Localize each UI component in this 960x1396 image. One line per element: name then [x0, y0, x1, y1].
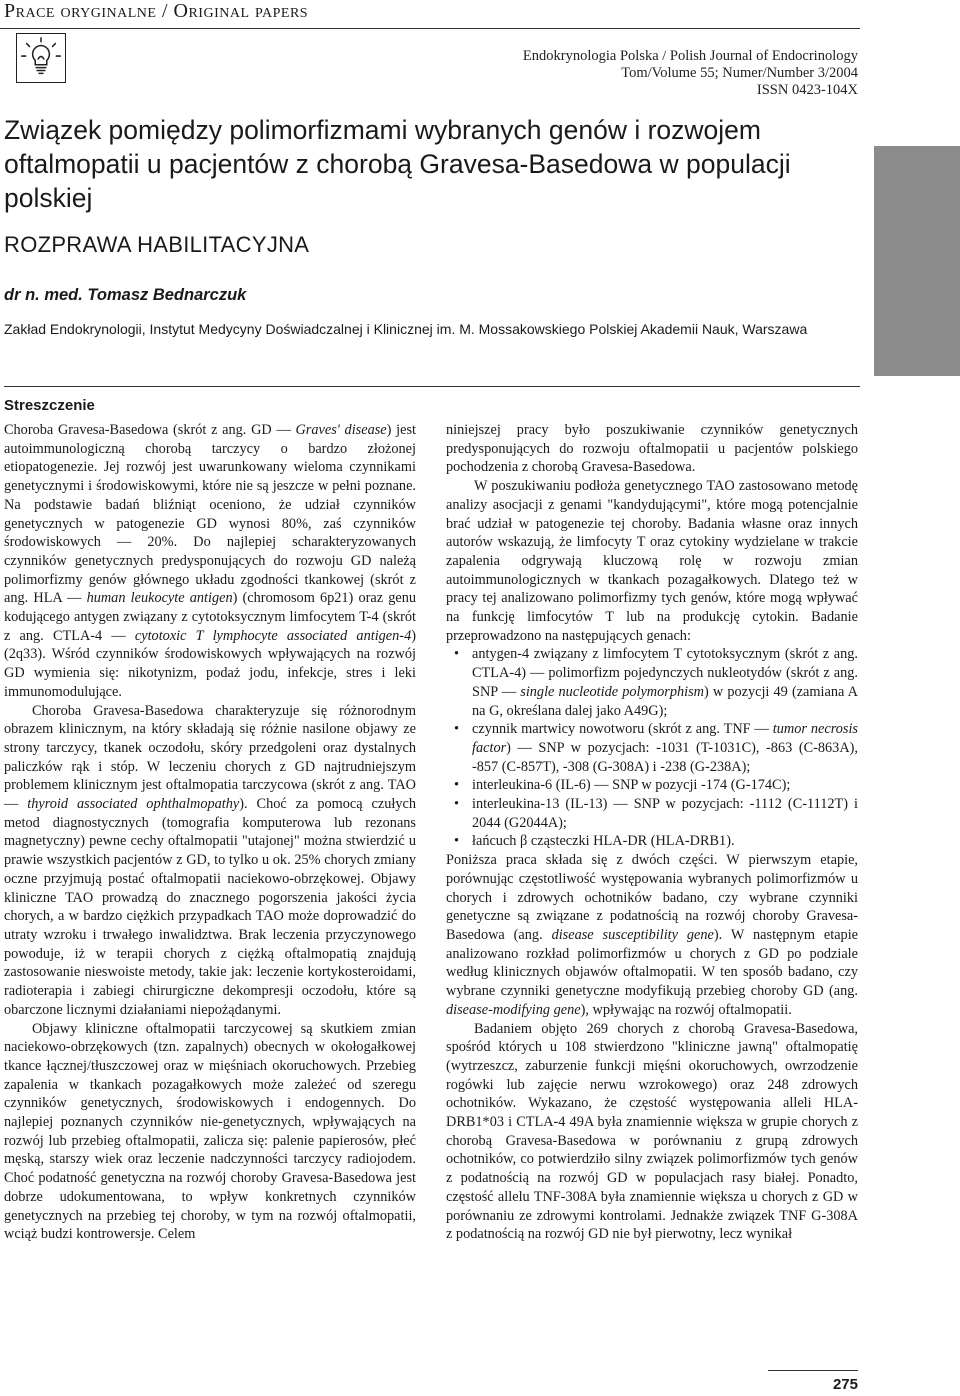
page-number: 275: [832, 1376, 858, 1393]
journal-name: Endokrynologia Polska / Polish Journal of Endocrinology: [522, 48, 858, 64]
right-column: [446, 421, 858, 1244]
footer-divider: [768, 1370, 858, 1371]
article-title: Związek pomiędzy polimorfizmami wybranych genów i rozwojem oftalmopatii u pacjentów z chorobą Gravesa-Basedowa w populacji polskiej: [4, 115, 791, 213]
list-item: • interleukina-6 (IL-6) — SNP w pozycji -174 (G-174C);: [472, 776, 858, 795]
side-tab-marker: [874, 146, 960, 376]
paragraph: Poniższa praca składa się z dwóch części. W pierwszym etapie, porównując częstotliwość występowania wybranych polimorfizmów u chorych i zdrowych ochotników badano, czy wybrane czynniki genetyczne są związane z podatnością na rozwój choroby Gravesa-Basedowa (ang. disease susceptibility gene). W następnym etapie analizowano rozkład polimorfizmów u chorych z GD po podziale według klinicznych objawów oftalmopatii. W ten sposób badano, czy wybrane czynniki genetyczne modyfikują przebieg choroby GD (ang. disease-modifying gene), wpływając na rozwój oftalmopatii.: [446, 852, 859, 1018]
paragraph: W poszukiwaniu podłoża genetycznego TAO zastosowano metodę analizy asocjacji z genami "kandydującymi", które mogą potencjalnie brać udział w patogenezie tej choroby. Badania własne oraz innych autorów wskazują, że limfocyty T oraz cytokiny wydzielane w trakcie zapalenia odgrywają kluczową rolę w rozwoju zmian autoimmunologicznych w tkankach pozagałkowych. Dlatego też w pracy tej analizowano polimorfizmy tych genów, które mogą wpływać na funkcję limfocytów T lub na produkcję cytokin. Badanie przeprowadzono na następujących genach:: [446, 478, 858, 644]
gene-list: [446, 645, 858, 851]
header-divider: [0, 28, 860, 29]
list-item: • interleukina-13 (IL-13) — SNP w pozycjach: -1112 (C-1112T) i 2044 (G2044A);: [472, 795, 858, 832]
section-header-label: Prace oryginalne / Original papers: [4, 0, 309, 22]
author-affiliation: Zakład Endokrynologii, Instytut Medycyny Doświadczalnej i Klinicznej im. M. Mossakowskiego Polskiej Akademii Nauk, Warszawa: [4, 321, 808, 337]
left-column: [4, 421, 416, 1244]
paragraph: Choroba Gravesa-Basedowa (skrót z ang. GD — Graves' disease) jest autoimmunologiczną chorobą tarczycy o bardzo złożonej etiopatogenezie. Jej rozwój jest uwarunkowany wieloma czynnikami genetycznymi i środowiskowymi, które nie są jeszcze w pełni poznane. Na podstawie badań bliźniąt oceniono, że udział czynników genetycznych w patogenezie GD wynosi 80%, zaś czynników środowiskowych — 20%. Do najlepiej scharakteryzowanych czynników genetycznych predysponujących do rozwoju GD należą polimorfizmy genów głównego układu zgodności tkankowej (skrót z ang. HLA — human leukocyte antigen) (chromosom 6p21) oraz genu kodującego antygen związany z cytotoksycznym limfocytem T-4 (skrót z ang. CTLA-4 — cytotoxic T lymphocyte associated antigen-4) (2q33). Wśród czynników środowiskowych wpływających na rozwój GD wymienia się: nikotynizm, podaż jodu, infekcje, stres i leki immunomodulujące.: [4, 422, 417, 700]
list-item: • łańcuch β cząsteczki HLA-DR (HLA-DRB1).: [472, 832, 858, 851]
section-divider: [4, 386, 860, 387]
list-item: • czynnik martwicy nowotworu (skrót z ang. TNF — tumor necrosis factor) — SNP w pozycjach: -1031 (T-1031C), -863 (C-863A), -857 (C-857T), -308 (G-308A) i -238 (G-238A);: [472, 720, 858, 776]
paragraph: niniejszej pracy było poszukiwanie czynników genetycznych predysponujących do rozwoju oftalmopatii u pacjentów polskiego pochodzenia z chorobą Gravesa-Basedowa.: [446, 422, 858, 476]
paragraph: Choroba Gravesa-Basedowa charakteryzuje się różnorodnym obrazem klinicznym, na który składają się różnie nasilone objawy ze strony tarczycy, tkanek oczodołu, skóry przedgoleni oraz dystalnych paliczków rąk i stóp. W leczeniu chorych z GD najtrudniejszym problemem klinicznym jest oftalmopatia tarczycowa (skrót z ang. TAO — thyroid associated ophthalmopathy). Choć za pomocą czułych metod diagnostycznych (tomografia komputerowa lub rezonans magnetyczny) pewne cechy oftalmopatii "utajonej" można stwierdzić u prawie wszystkich pacjentów z GD, to tylko u ok. 25% chorych zmiany oczne przyjmują postać oftalmopatii naciekowo-obrzękowej. Objawy kliniczne TAO prowadzą do znacznego pogorszenia jakości życia chorych, a w bardzo ciężkich przypadkach TAO może doprowadzić do utraty wzroku i trwałego inwalidztwa. Brak leczenia przyczynowego powoduje, iż w terapii chorych z ciężką oftalmopatią znajdują zastosowanie nieswoiste metody, takie jak: leczenie kortykosteroidami, radioterapia i zabiegi chirurgiczne dekompresji oczodołu, które są obarczone licznymi działaniami niepożądanymi.: [4, 702, 416, 1018]
journal-issn: ISSN 0423-104X: [756, 82, 858, 98]
paragraph: Objawy kliniczne oftalmopatii tarczycowej są skutkiem zmian naciekowo-obrzękowych (tzn. zapalnych) obecnych w okołogałkowej tkance łącznej/tłuszczowej oraz w mięśniach okoruchowych. Przebieg zapalenia w tkankach pozagałkowych może zależeć od szeregu czynników genetycznych, środowiskowych i endogennych. Do najlepiej poznanych czynników nie-genetycznych, wpływających na rozwój lub przebieg oftalmopatii, zalicza się: palenie papierosów, płeć męską, starszy wiek oraz leczenie nadczynności tarczycy radiojodem. Choć podatność genetyczna na rozwój choroby Gravesa-Basedowa jest dobrze udokumentowana, to wpływ konkretnych czynników genetycznych na przebieg tej choroby, w tym na rozwój oftalmopatii, wciąż budzi kontrowersje. Celem: [4, 1020, 416, 1243]
abstract-heading: Streszczenie: [4, 397, 95, 414]
journal-volume: Tom/Volume 55; Numer/Number 3/2004: [621, 65, 858, 81]
journal-info: [523, 48, 858, 99]
list-item: • antygen-4 związany z limfocytem T cytotoksycznym (skrót z ang. CTLA-4) — polimorfizm pojedynczych nukleotydów (skrót z ang. SNP — single nucleotide polymorphism) w pozycji 49 (zamiana A na G, określana dalej jako A49G);: [472, 645, 858, 720]
paragraph: Badaniem objęto 269 chorych z chorobą Gravesa-Basedowa, spośród których u 108 stwierdzono "kliniczne jawną" oftalmopatię (wytrzeszcz, zaburzenie funkcji mięśni okoruchowych, owrzodzenie rogówki lub zajęcie nerwu wzrokowego) oraz 248 zdrowych ochotników. Wykazano, że częstość występowania alleli HLA-DRB1*03 i CTLA-4 49A była znamiennie większa w grupie chorych z chorobą Gravesa-Basedowa w porównaniu z grupą zdrowych ochotników, co potwierdziło silny związek polimorfizmów tych genów z podatnością na rozwój GD w populacjach rasy białej. Ponadto, częstość allelu TNF-308A była znamiennie większa u chorych z GD w porównaniu ze zdrowymi kontrolami. Jednakże związek TNF G-308A z podatnością na rozwój GD nie był pierwotny, lecz wynikał: [446, 1020, 858, 1243]
article-author: dr n. med. Tomasz Bednarczuk: [4, 286, 247, 304]
article-subtitle: ROZPRAWA HABILITACYJNA: [4, 232, 310, 257]
lightbulb-icon: [16, 33, 66, 83]
